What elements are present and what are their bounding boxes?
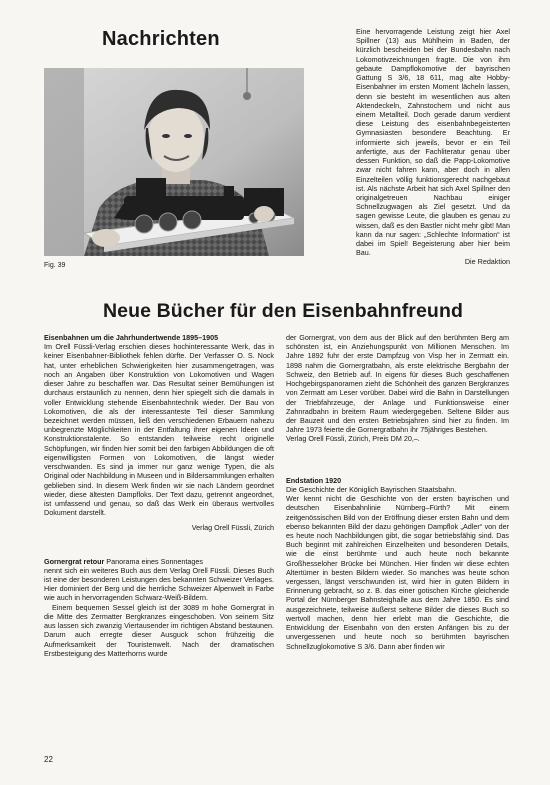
book3-subtitle: Die Geschichte der Königlich Bayrischen Staatsbahn. (286, 484, 457, 494)
book2-title-rest: Panorama eines Sonnentages (104, 556, 204, 566)
books-right-column (286, 333, 509, 651)
page-heading: Nachrichten (102, 28, 220, 50)
photo-boy-with-model-locomotive (44, 68, 304, 256)
books-left-column (44, 333, 274, 658)
book2-publisher: Verlag Orell Füssli, Zürich, Preis DM 20,–. (286, 434, 420, 444)
book1-title: Eisenbahnen um die Jahrhundertwende 1895–1905 (44, 333, 219, 342)
book1-text: Im Orell Füssli-Verlag erschien dieses hochinteressante Werk, das in keiner Eisenbahner-Bibliothek fehlen dürfte. Der Verfasser O. S. Nock hat, unter erheblichen Schwierigkeiten hier zusammengetragen, was noch an Angaben über Konstruktion von Lokomotiven und Wagen dieser Jahre zu beschaffen war. Das Resultat seiner Bemühungen ist durchaus erstaunlich zu nennen, denn hier spiegelt sich die damals in voller Entwicklung stehende Eisenbahntechnik wieder. Der Bau von Lokomotiven, die als der interessanteste Teil dieser Sammlung bezeichnet werden müssen, ließ den verschiedenen Erbauern nahezu unbegrenzte Möglichkeiten in der Entfaltung ihrer eigenen Ideen und Konstruktionstalente. So entstanden teilweise recht originelle Schöpfungen, wir finden hier somit bei den farbigen Abbildungen die oft eigenwilligsten Formen von Lokomotiven, die längst wieder verschwanden. Es sind ja immer nur ganz wenige Typen, die als Original oder Nachbildung in Museen und in Bildersammlungen erhalten geblieben sind. In diesem Werk finden wir sie nach Ländern geordnet wieder, diese ältesten Dampfloks. Der Text dazu, getrennt angeordnet, ist umfassend und genau, so daß das Werk ein überaus wertvolles Dokument darstellt. (44, 342, 274, 518)
book1-publisher: Verlag Orell Füssli, Zürich (191, 523, 274, 533)
news-signature: Die Redaktion (464, 257, 510, 267)
book2-p1: nennt sich ein weiteres Buch aus dem Verlag Orell Füssli. Dieses Buch ist eine der besonderen Leistungen des bekannten Schweizer Verlages. Hier dominiert der Berg und die herrliche Schweizer Alpenwelt in Farbe wie auch in hervorragenden Schwarz-Weiß-Bildern. (44, 565, 274, 603)
book3-title: Endstation 1920 (286, 475, 342, 485)
book2-p2: Einem bequemen Sessel gleich ist der 3089 m hohe Gornergrat in die Mitte des Zermatter Bergkranzes eingeschoben. Von seinem Sitz aus lassen sich zwanzig Viertausender im richtigen Abstand bestaunen. Darum auch erregte dieser Ausguck schon frühzeitig die Aufmerksamkeit der Touristenwelt. Nach der dramatischen Erstbesteigung des Matterhorns wurde (44, 602, 274, 658)
book2-title: Gornergrat retour (44, 556, 105, 566)
book3-text: Wer kennt nicht die Geschichte von der ersten bayrischen und deutschen Eisenbahnlinie Nürnberg–Fürth? Mit einem zeitgenössischen Bild von der Eröffnung dieser ersten Bahn und dem ebenso bekannten Bild der dazu gehörigen Dampflok „Adler“ von der es heute noch Nachbildungen gibt, die sogar betriebsfähig sind. Das Buch beginnt mit zahlreichen Einzelheiten und besonderen Details, wie die einst berühmte und auch heute noch bekannte Großhesseloher Brücke bei München. Hier finden wir diese echten Altertümer in besten Bildern wieder. So manches was heute schon vergessen, längst verschwunden ist, wird hier in guten Bildern in Erinnerung gebracht, so z. B. das einer gotischen Kirche gleichende Portal der Nürnberger Bahnsteighalle aus dem Jahre 1850. Es sind ausgezeichnete, teilweise äußerst seltene Bilder die dieses Buch so wertvoll machen, denn hier erlebt man die Geschichte, die Entwicklung der Eisenbahn von den ersten Anfängen bis zu der unvergessenen und heute noch so berühmten bayrischen Schnellzuglokomotive S 3/6. Dann aber finden wir (286, 494, 509, 651)
book2-p3: der Gornergrat, von dem aus der Blick auf den berühmten Berg am schönsten ist, ein Anziehungspunkt von Millionen Menschen. Im Jahre 1892 fuhr der erste Dampfzug von Visp her in Zermatt ein. 1898 nahm die Gornergratbahn, als erste elektrische Bergbahn der Schweiz, den Betrieb auf. In eigens für dieses Buch geschaffenen Hochgebirgspanoramen zieht die Schönheit des ganzen Bergkranzes von Zermatt am Leser vorüber. Dabei wird die Bahn in Darstellungen der Triebfahrzeuge, der Anlage und Funktionsweise einer Zahnradbahn in breitem Raum wiedergegeben. Seltene Bilder aus der Bauzeit und den ersten Betriebsjahren sind hier zu finden. Im Jahre 1973 feierte die Gornergratbahn ihr 75jähriges Bestehen. (286, 333, 509, 435)
book2-intro (44, 557, 274, 566)
page-number: 22 (44, 755, 53, 764)
books-heading: Neue Bücher für den Eisenbahnfreund (103, 300, 463, 322)
photo-image (44, 68, 304, 256)
news-text: Eine hervorragende Leistung zeigt hier Axel Spillner (13) aus Mühlheim in Baden, der kürzlich bescheiden bei der Bundesbahn nach Lokomotivzeichnungen fragte. Die von ihm gebaute Dampflokomotive der bayrischen Gattung S 3/6, 18 611, mag alte Hobby-Eisenbahner im ersten Moment lächeln lassen, denn sie besteht im wesentlichen aus alten Aktendeckeln, Zahnstochern und nicht aus einem Metallteil. Doch gerade darum verdient diese Leistung des eisenbahnbegeisterten Gymnasiasten besondere Beachtung. Er informierte sich jeweils, bevor er ein Teil anfertigte, aus der Fachliteratur genau über dessen Funktion, so daß die Papp-Lokomotive zwar nicht fahren kann, aber doch in allen Einzelteilen völlig funktionsgerecht nachgebaut ist. Als nächste Arbeit hat sich Axel Spillner den originalgetreuen Nachbau einiger Schnellzugwagen als Ziel gesetzt. Und da sagen gewisse Leute, die glauben es genau zu wissen, daß es den Bastler nicht mehr gibt! Man kann da nur sagen: „Schlechte Information“ ist dabei im Spiel! Begeisterung aber hier beim Bau. (356, 27, 510, 258)
news-article (356, 27, 510, 267)
figure-caption: Fig. 39 (44, 262, 66, 269)
